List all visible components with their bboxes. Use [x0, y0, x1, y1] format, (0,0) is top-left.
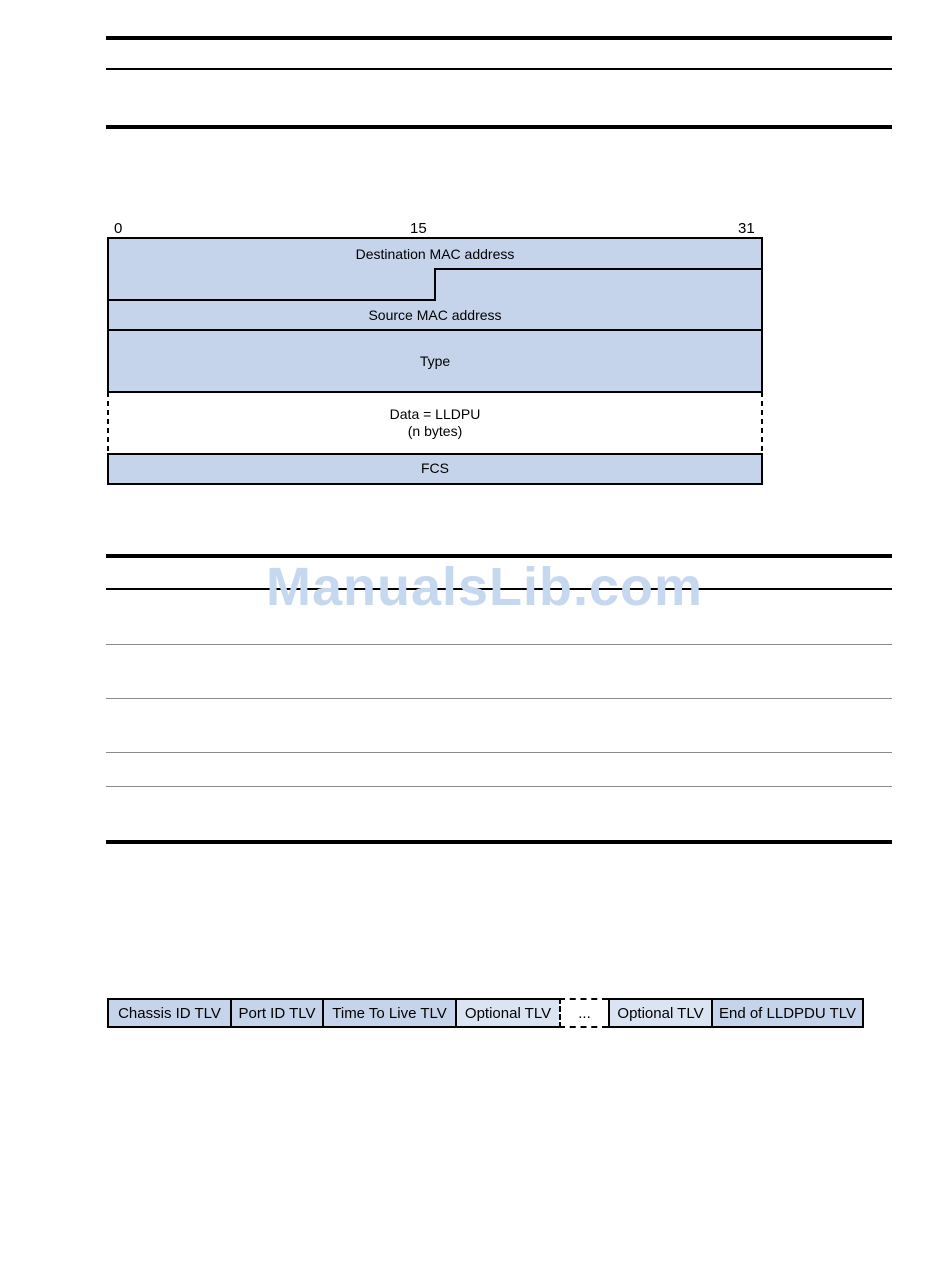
table1-bottom-rule: [106, 125, 892, 129]
lldpdu-tlv-figure: [107, 998, 864, 1028]
source-mac-field: Source MAC address: [368, 307, 502, 323]
type-field: Type: [419, 353, 451, 369]
bit-label-15: 15: [410, 220, 427, 237]
table2-row-divider: [106, 644, 892, 645]
fcs-field: FCS: [421, 460, 449, 476]
destination-mac-field: Destination MAC address: [355, 246, 515, 262]
data-field-line1: Data = LLDPU: [389, 406, 481, 422]
bit-label-0: 0: [114, 220, 123, 237]
table2-row-divider: [106, 698, 892, 699]
data-field-line2: (n bytes): [407, 423, 463, 439]
table2-row-divider: [106, 752, 892, 753]
optional-tlv: Optional TLV: [608, 998, 711, 1028]
end-of-lldpdu-tlv: End of LLDPDU TLV: [711, 998, 864, 1028]
chassis-id-tlv: Chassis ID TLV: [107, 998, 230, 1028]
port-id-tlv: Port ID TLV: [230, 998, 322, 1028]
time-to-live-tlv: Time To Live TLV: [322, 998, 455, 1028]
table2-bottom-rule: [106, 840, 892, 844]
ellipsis-gap: ...: [559, 998, 608, 1028]
table1-header-rule: [106, 68, 892, 70]
optional-tlv: Optional TLV: [455, 998, 559, 1028]
table1-top-rule: [106, 36, 892, 40]
table2-row-divider: [106, 786, 892, 787]
watermark: ManualsLib.com: [266, 557, 704, 617]
bit-label-31: 31: [738, 220, 755, 237]
